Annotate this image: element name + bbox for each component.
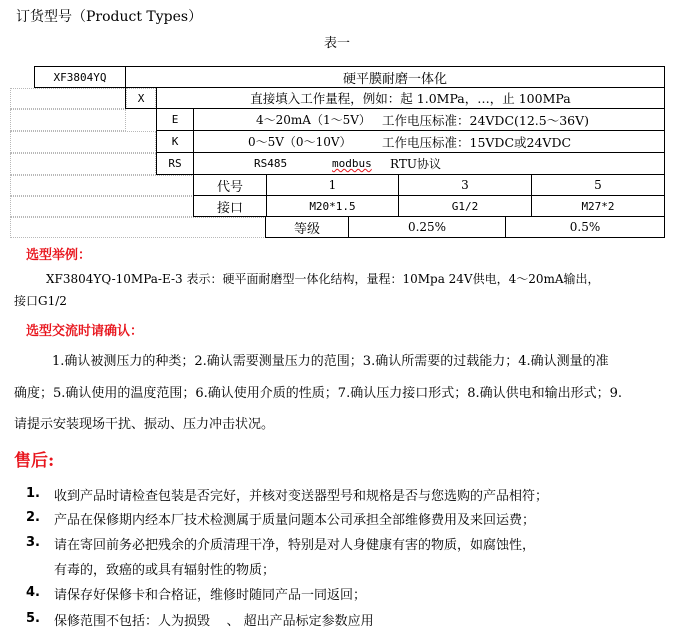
- output-signal: 0～5V（0～10V）: [248, 135, 352, 149]
- product-name-cell: 硬平膜耐磨一体化: [125, 66, 665, 88]
- example-line: XF3804YQ-10MPa-E-3 表示：硬平面耐磨型一体化结构，量程：10Mpa 24V供电，4～20mA输出，: [46, 272, 600, 286]
- interface-value-3: G1/2: [398, 195, 532, 217]
- list-item-number: 2.: [26, 510, 40, 525]
- grade-label: 等级: [265, 216, 349, 238]
- list-item-number: 5.: [26, 611, 40, 626]
- list-item: 请保存好保修卡和合格证，维修时随同产品一同返回；: [54, 588, 367, 603]
- list-item-number: 4.: [26, 585, 40, 600]
- range-desc-cell: 直接填入工作量程，例如：起 1.0MPa，…，止 100MPa: [156, 87, 665, 109]
- interface-value-5: M27*2: [531, 195, 665, 217]
- confirm-line: 请提示安装现场干扰、振动、压力冲击状况。: [14, 417, 275, 432]
- after-sales-heading: 售后:: [14, 451, 55, 471]
- output-signal: RS485: [254, 157, 288, 170]
- supply-voltage: 工作电压标准：24VDC(12.5～36V): [382, 112, 590, 128]
- guide-cell: [10, 88, 126, 109]
- protocol-word: modbus: [332, 157, 372, 170]
- interface-code-label: 代号: [193, 174, 267, 196]
- guide-cell: [10, 175, 194, 196]
- interface-code-1: 1: [266, 174, 399, 196]
- guide-cell: [10, 217, 266, 238]
- list-item-number: 3.: [26, 535, 40, 550]
- guide-cell: [10, 153, 156, 175]
- output-row: [193, 108, 665, 131]
- confirm-line: 确度；5.确认使用的温度范围；6.确认使用介质的性质；7.确认压力接口形式；8.确认供电和输出形式；9.: [14, 386, 623, 401]
- grade-value-1: 0.25%: [348, 216, 506, 238]
- example-heading: 选型举例：: [26, 248, 92, 263]
- output-code-cell: E: [156, 108, 194, 131]
- table-caption: 表一: [324, 36, 351, 51]
- interface-code-5: 5: [531, 174, 665, 196]
- interface-code-3: 3: [398, 174, 532, 196]
- range-code-cell: X: [125, 87, 157, 109]
- confirm-heading: 选型交流时请确认：: [26, 324, 144, 339]
- interface-value-1: M20*1.5: [266, 195, 399, 217]
- guide-cell: [10, 196, 194, 217]
- interface-name-label: 接口: [193, 195, 267, 217]
- list-item: 收到产品时请检查包装是否完好，并核对变送器型号和规格是否与您选购的产品相符；: [54, 489, 549, 504]
- page-title: 订货型号（Product Types）: [16, 9, 203, 25]
- guide-cell: [10, 131, 156, 153]
- model-cell: XF3804YQ: [34, 66, 126, 88]
- list-item: 保修范围不包括：人为损毁 、 超出产品标定参数应用: [54, 614, 374, 629]
- guide-cell: [10, 109, 126, 131]
- list-item: 请在寄回前务必把残余的介质清理干净，特别是对人身健康有害的物质，如腐蚀性，: [54, 538, 536, 553]
- example-line: 接口G1/2: [14, 294, 67, 308]
- output-row: [193, 152, 665, 175]
- output-code-cell: RS: [156, 152, 194, 175]
- output-row: [193, 130, 665, 153]
- list-item: 产品在保修期内经本厂技术检测属于质量问题本公司承担全部维修费用及来回运费；: [54, 513, 536, 528]
- list-item-number: 1.: [26, 486, 40, 501]
- output-signal: 4～20mA（1～5V）: [256, 113, 371, 127]
- list-item: 有毒的，致癌的或具有辐射性的物质；: [54, 563, 276, 578]
- supply-voltage: 工作电压标准：15VDC或24VDC: [382, 134, 572, 150]
- grade-value-2: 0.5%: [505, 216, 665, 238]
- confirm-line: 1.确认被测压力的种类；2.确认需要测量压力的范围；3.确认所需要的过载能力；4.确认测量的准: [52, 354, 609, 369]
- output-code-cell: K: [156, 130, 194, 153]
- protocol-rest: RTU协议: [390, 157, 441, 171]
